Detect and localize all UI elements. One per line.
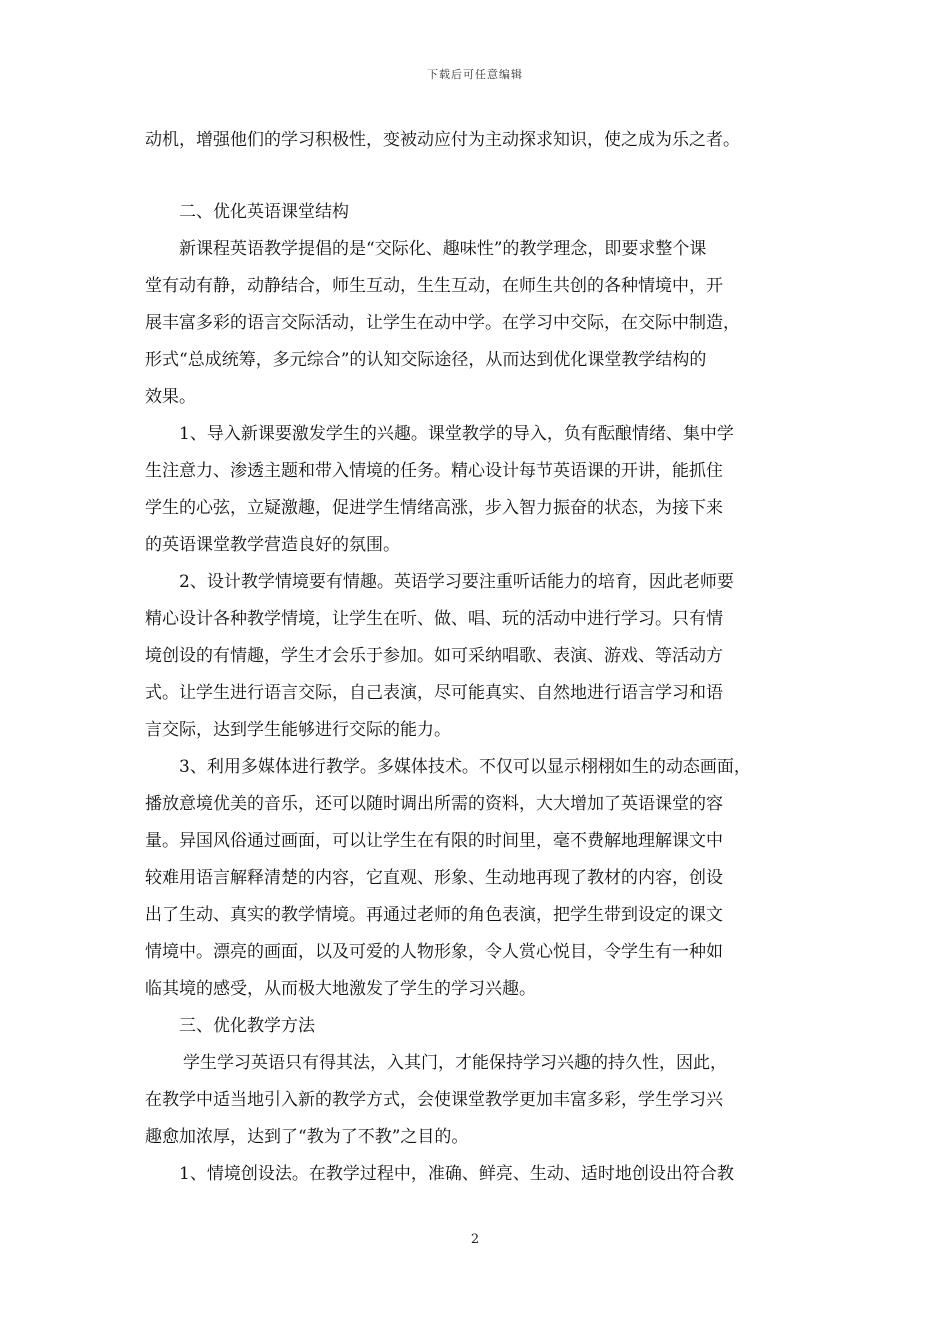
paragraph-line: 在教学中适当地引入新的教学方式，会使课堂教学更加丰富多彩，学生学习兴 [145, 1090, 723, 1110]
paragraph-line: 的英语课堂教学营造良好的氛围。 [145, 535, 400, 555]
page-number: 2 [470, 1232, 480, 1247]
paragraph-line: 情境中。漂亮的画面，以及可爱的人物形象，令人赏心悦目，令学生有一种如 [145, 942, 723, 962]
document-body [145, 122, 825, 1193]
paragraph-line: 学生学习英语只有得其法，入其门，才能保持学习兴趣的持久性，因此， [183, 1053, 727, 1073]
paragraph-line: 形式“总成统筹，多元综合”的认知交际途径，从而达到优化课堂教学结构的 [145, 350, 707, 370]
paragraph-line: 1、导入新课要激发学生的兴趣。课堂教学的导入，负有酝酿情绪、集中学 [179, 424, 734, 444]
paragraph-line: 出了生动、真实的教学情境。再通过老师的角色表演，把学生带到设定的课文 [145, 905, 723, 925]
paragraph-line: 新课程英语教学提倡的是“交际化、趣味性”的教学理念，即要求整个课 [179, 239, 707, 259]
paragraph-line: 展丰富多彩的语言交际活动，让学生在动中学。在学习中交际，在交际中制造， [145, 313, 740, 333]
paragraph-line: 学生的心弦，立疑激趣，促进学生情绪高涨，步入智力振奋的状态，为接下来 [145, 498, 723, 518]
section-heading-2: 二、优化英语课堂结构 [179, 202, 349, 222]
paragraph-line: 境创设的有情趣，学生才会乐于参加。如可采纳唱歌、表演、游戏、等活动方 [145, 646, 723, 666]
paragraph-line: 堂有动有静，动静结合，师生互动，生生互动，在师生共创的各种情境中，开 [145, 276, 723, 296]
paragraph-line: 精心设计各种教学情境，让学生在听、做、唱、玩的活动中进行学习。只有情 [145, 609, 723, 629]
paragraph-gap [145, 159, 825, 194]
paragraph-line: 言交际，达到学生能够进行交际的能力。 [145, 720, 451, 740]
paragraph-line: 1、情境创设法。在教学过程中，准确、鲜亮、生动、适时地创设出符合教 [179, 1164, 734, 1184]
paragraph-line: 效果。 [145, 387, 196, 407]
section-heading-3: 三、优化教学方法 [179, 1016, 315, 1036]
paragraph-line: 生注意力、渗透主题和带入情境的任务。精心设计每节英语课的开讲，能抓住 [145, 461, 723, 481]
paragraph-line: 3、利用多媒体进行教学。多媒体技术。不仅可以显示栩栩如生的动态画面， [179, 757, 751, 777]
paragraph-line: 较难用语言解释清楚的内容，它直观、形象、生动地再现了教材的内容，创设 [145, 868, 723, 888]
paragraph-line: 2、设计教学情境要有情趣。英语学习要注重听话能力的培育，因此老师要 [179, 572, 734, 592]
paragraph-line: 式。让学生进行语言交际，自己表演，尽可能真实、自然地进行语言学习和语 [145, 683, 723, 703]
paragraph-line: 趣愈加浓厚，达到了“教为了不教”之目的。 [145, 1127, 469, 1147]
paragraph-line: 量。异国风俗通过画面，可以让学生在有限的时间里，毫不费解地理解课文中 [145, 831, 723, 851]
paragraph-line: 播放意境优美的音乐，还可以随时调出所需的资料，大大增加了英语课堂的容 [145, 794, 723, 814]
paragraph-line: 临其境的感受，从而极大地激发了学生的学习兴趣。 [145, 979, 536, 999]
page-header-note: 下载后可任意编辑 [427, 68, 523, 81]
paragraph-line: 动机，增强他们的学习积极性，变被动应付为主动探求知识，使之成为乐之者。 [145, 130, 740, 150]
